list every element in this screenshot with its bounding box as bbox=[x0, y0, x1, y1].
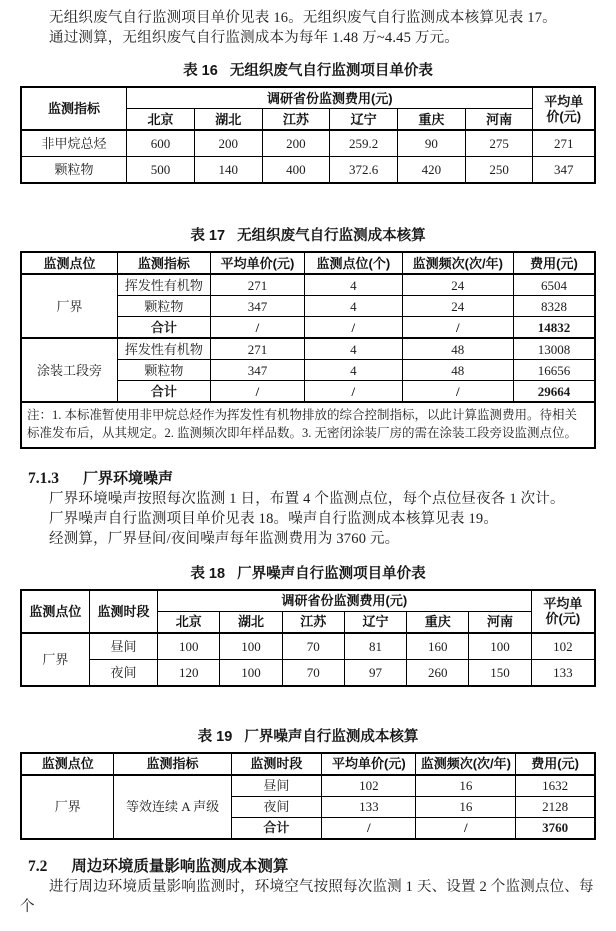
table-cell: 347 bbox=[210, 296, 304, 317]
table-cell: 372.6 bbox=[330, 157, 398, 184]
table-cell: 颗粒物 bbox=[21, 157, 127, 184]
table-cell: 48 bbox=[402, 360, 513, 381]
table-header-cell: 监测时段 bbox=[231, 753, 322, 775]
table-header-cell: 辽宁 bbox=[344, 611, 406, 633]
table-cell: 250 bbox=[465, 157, 533, 184]
table-16-unit-price bbox=[20, 86, 596, 184]
table-cell: 厂界 bbox=[21, 775, 114, 839]
table-row bbox=[21, 130, 595, 157]
table-cell: 1632 bbox=[516, 775, 595, 797]
table-row bbox=[21, 87, 595, 109]
table-header-cell: 重庆 bbox=[407, 611, 469, 633]
table-cell: 97 bbox=[344, 659, 406, 686]
table-cell: 133 bbox=[322, 796, 416, 817]
table-cell: 16 bbox=[416, 796, 516, 817]
paragraph-713-2: 厂界噪声自行监测项目单价见表 18。噪声自行监测成本核算见表 19。 bbox=[49, 510, 499, 527]
table-row bbox=[21, 590, 595, 612]
table-cell: 注：1. 本标准暂使用非甲烷总烃作为挥发性有机物排放的综合控制指标，以此计算监测费用。待相关标准发布后，从其规定。2. 监测频次即年样品数。3. 无密闭涂装厂房的需在涂装工段旁设监测点位。 bbox=[21, 402, 595, 448]
table-row bbox=[21, 633, 595, 660]
table-cell: 4 bbox=[305, 338, 403, 360]
table-17-label: 表 17 bbox=[190, 228, 226, 244]
table-cell: 合计 bbox=[117, 381, 210, 403]
table-18-title bbox=[20, 564, 596, 584]
table-header-cell: 平均单价(元) bbox=[210, 252, 304, 274]
table-cell: 271 bbox=[210, 274, 304, 296]
table-cell: 347 bbox=[533, 157, 595, 184]
table-cell: 271 bbox=[210, 338, 304, 360]
table-cell: 24 bbox=[402, 274, 513, 296]
table-cell: 厂界 bbox=[21, 633, 89, 686]
table-header-cell: 河南 bbox=[465, 109, 533, 131]
table-19-label: 表 19 bbox=[197, 728, 233, 745]
table-row bbox=[21, 775, 595, 797]
table-cell: 102 bbox=[531, 633, 595, 660]
paragraph-intro-1: 无组织废气自行监测项目单价见表 16。无组织废气自行监测成本核算见表 17。 bbox=[49, 10, 557, 26]
table-header-cell: 江苏 bbox=[262, 109, 330, 131]
table-cell: 100 bbox=[469, 633, 531, 660]
table-cell: 6504 bbox=[513, 274, 595, 296]
table-header-cell: 监测指标 bbox=[114, 753, 231, 775]
table-19-title bbox=[20, 727, 596, 747]
table-cell: / bbox=[210, 381, 304, 403]
table-cell: / bbox=[305, 317, 403, 339]
table-row bbox=[21, 338, 595, 360]
table-cell: 4 bbox=[305, 274, 403, 296]
table-cell: 合计 bbox=[231, 817, 322, 839]
table-header-cell: 平均单 价(元) bbox=[531, 590, 595, 633]
table-header-cell: 监测点位 bbox=[21, 590, 89, 633]
table-row bbox=[21, 274, 595, 296]
table-header-cell: 北京 bbox=[158, 611, 220, 633]
table-cell: / bbox=[322, 817, 416, 839]
table-cell: 昼间 bbox=[231, 775, 322, 797]
table-cell: 29664 bbox=[513, 381, 595, 403]
table-cell: 133 bbox=[531, 659, 595, 686]
table-cell: 120 bbox=[158, 659, 220, 686]
section-7-2-title: 周边环境质量影响监测成本测算 bbox=[71, 857, 289, 875]
table-header-cell: 监测频次(次/年) bbox=[402, 252, 513, 274]
section-7-1-3-title: 厂界环境噪声 bbox=[83, 469, 174, 487]
table-cell: 14832 bbox=[513, 317, 595, 339]
table-cell: 颗粒物 bbox=[117, 296, 210, 317]
table-row bbox=[21, 659, 595, 686]
table-cell: 昼间 bbox=[89, 633, 157, 660]
table-cell: 夜间 bbox=[89, 659, 157, 686]
table-cell: 厂界 bbox=[21, 274, 117, 338]
table-header-cell: 平均单价(元) bbox=[322, 753, 416, 775]
table-cell: 600 bbox=[127, 130, 195, 157]
table-16-label: 表 16 bbox=[183, 63, 218, 79]
table-cell: 275 bbox=[465, 130, 533, 157]
section-7-2-heading bbox=[28, 857, 596, 877]
table-cell: 非甲烷总烃 bbox=[21, 130, 127, 157]
table-cell: 347 bbox=[210, 360, 304, 381]
table-header-cell: 江苏 bbox=[282, 611, 344, 633]
table-cell: 420 bbox=[398, 157, 466, 184]
table-cell: 4 bbox=[305, 296, 403, 317]
table-cell: 70 bbox=[282, 659, 344, 686]
table-cell: 13008 bbox=[513, 338, 595, 360]
table-cell: 3760 bbox=[516, 817, 595, 839]
table-cell: 24 bbox=[402, 296, 513, 317]
table-18-label: 表 18 bbox=[190, 565, 226, 582]
section-7-1-3-number: 7.1.3 bbox=[28, 469, 59, 487]
table-header-cell: 北京 bbox=[127, 109, 195, 131]
table-header-cell: 调研省份监测费用(元) bbox=[127, 87, 533, 109]
table-cell: 16656 bbox=[513, 360, 595, 381]
table-header-cell: 辽宁 bbox=[330, 109, 398, 131]
table-18-title-text: 厂界噪声自行监测项目单价表 bbox=[237, 565, 426, 582]
table-cell: / bbox=[305, 381, 403, 403]
paragraph-713-1: 厂界环境噪声按照每次监测 1 日，布置 4 个监测点位，每个点位昼夜各 1 次计。 bbox=[49, 490, 565, 507]
table-18-noise-unit-price bbox=[20, 589, 596, 687]
table-cell: 102 bbox=[322, 775, 416, 797]
table-cell: 70 bbox=[282, 633, 344, 660]
table-cell: 200 bbox=[262, 130, 330, 157]
table-header-cell: 监测点位(个) bbox=[305, 252, 403, 274]
paragraph-72-1: 进行周边环境质量影响监测时，环境空气按照每次监测 1 天、设置 2 个监测点位、每个 bbox=[20, 878, 594, 915]
table-cell: 8328 bbox=[513, 296, 595, 317]
table-cell: 48 bbox=[402, 338, 513, 360]
table-cell: 260 bbox=[407, 659, 469, 686]
table-17-title-text: 无组织废气自行监测成本核算 bbox=[237, 228, 426, 244]
table-row bbox=[21, 402, 595, 448]
table-header-cell: 监测点位 bbox=[21, 252, 117, 274]
table-cell: / bbox=[402, 317, 513, 339]
table-cell: 2128 bbox=[516, 796, 595, 817]
table-row bbox=[21, 252, 595, 274]
table-header-cell: 监测频次(次/年) bbox=[416, 753, 516, 775]
table-cell: 200 bbox=[194, 130, 262, 157]
table-cell: 挥发性有机物 bbox=[117, 274, 210, 296]
table-cell: 150 bbox=[469, 659, 531, 686]
table-cell: 16 bbox=[416, 775, 516, 797]
table-cell: 271 bbox=[533, 130, 595, 157]
table-cell: 81 bbox=[344, 633, 406, 660]
table-cell: 90 bbox=[398, 130, 466, 157]
table-cell: 颗粒物 bbox=[117, 360, 210, 381]
table-16-title bbox=[20, 61, 596, 81]
table-header-cell: 费用(元) bbox=[513, 252, 595, 274]
table-cell: 挥发性有机物 bbox=[117, 338, 210, 360]
table-cell: 夜间 bbox=[231, 796, 322, 817]
table-header-cell: 监测时段 bbox=[89, 590, 157, 633]
table-cell: 140 bbox=[194, 157, 262, 184]
table-19-title-text: 厂界噪声自行监测成本核算 bbox=[244, 728, 419, 745]
table-cell: 等效连续 A 声级 bbox=[114, 775, 231, 839]
table-cell: 500 bbox=[127, 157, 195, 184]
table-cell: 160 bbox=[407, 633, 469, 660]
table-cell: 100 bbox=[220, 633, 282, 660]
table-header-cell: 监测指标 bbox=[21, 87, 127, 130]
table-16-title-text: 无组织废气自行监测项目单价表 bbox=[229, 63, 433, 79]
section-7-1-3-heading bbox=[28, 469, 596, 489]
table-cell: / bbox=[416, 817, 516, 839]
section-7-2-number: 7.2 bbox=[28, 857, 48, 875]
table-header-cell: 监测点位 bbox=[21, 753, 114, 775]
table-cell: 259.2 bbox=[330, 130, 398, 157]
table-header-cell: 监测指标 bbox=[117, 252, 210, 274]
table-row bbox=[21, 157, 595, 184]
paragraph-713-3: 经测算，厂界昼间/夜间噪声每年监测费用为 3760 元。 bbox=[49, 530, 400, 547]
table-cell: 100 bbox=[158, 633, 220, 660]
table-17-title bbox=[20, 226, 596, 246]
table-header-cell: 费用(元) bbox=[516, 753, 595, 775]
table-cell: 涂装工段旁 bbox=[21, 338, 117, 402]
table-cell: 合计 bbox=[117, 317, 210, 339]
paragraph-intro-2: 通过测算，无组织废气自行监测成本为每年 1.48 万~4.45 万元。 bbox=[49, 30, 459, 46]
table-17-cost-accounting bbox=[20, 251, 596, 449]
table-header-cell: 河南 bbox=[469, 611, 531, 633]
table-header-cell: 平均单 价(元) bbox=[533, 87, 595, 130]
table-cell: / bbox=[210, 317, 304, 339]
table-19-noise-cost-accounting bbox=[20, 752, 596, 840]
table-cell: / bbox=[402, 381, 513, 403]
table-cell: 400 bbox=[262, 157, 330, 184]
table-header-cell: 重庆 bbox=[398, 109, 466, 131]
table-cell: 100 bbox=[220, 659, 282, 686]
table-header-cell: 湖北 bbox=[220, 611, 282, 633]
table-header-cell: 调研省份监测费用(元) bbox=[158, 590, 532, 612]
table-cell: 4 bbox=[305, 360, 403, 381]
table-header-cell: 湖北 bbox=[194, 109, 262, 131]
table-row bbox=[21, 753, 595, 775]
